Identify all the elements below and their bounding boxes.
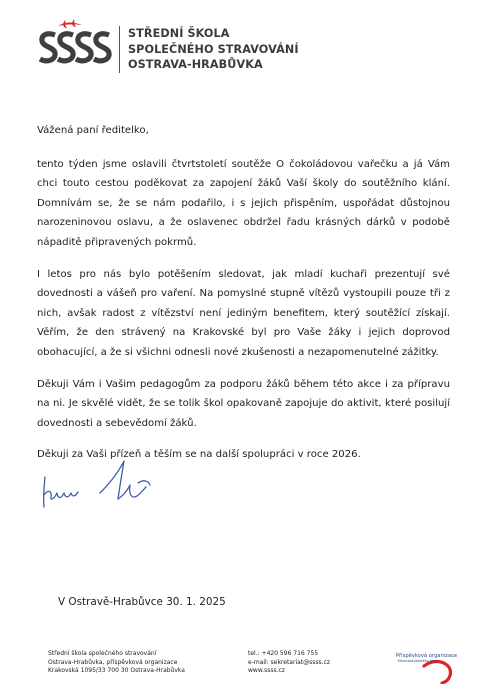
letter-paragraph: I letos pro nás bylo potěšením sledovat, jak mladí kuchaři prezentují své dovednosti a vášeň pro vaření. Na pomyslné stupně vítězů vystoupili pouze tři z nich, avšak radost z vítězství není jediným benefitem, který soutěžící získají. Věřím, že den strávený na Krakovské byl pro Vaše žáky i jejich doprovod obohacující, a že si všichni odnesli nové zkušenosti a nezapomenutelné zážitky. xyxy=(37,268,450,358)
letter-greeting: Vážená paní ředitelko, xyxy=(37,125,149,136)
letter-paragraph: Děkuji Vám i Vašim pedagogům za podporu žáků během této akce i za přípravu na ni. Je skvělé vidět, že se tolik škol opakovaně zapojuje do aktivit, které posilují dovednosti a sebevědomí žáků. xyxy=(37,378,450,429)
region-organization-badge xyxy=(396,648,456,684)
footer-address-line: Střední škola společného stravování xyxy=(48,650,157,657)
school-logo xyxy=(38,18,118,70)
letter-paragraph: Děkuji za Vaši přízeň a těším se na další spolupráci v roce 2026. xyxy=(37,449,361,461)
school-name-line: STŘEDNÍ ŠKOLA xyxy=(128,27,230,40)
letter-body xyxy=(37,121,450,477)
footer-address-line: Ostrava-Hrabůvka, příspěvková organizace xyxy=(48,658,178,666)
footer-address-line: Krakovská 1095/33 700 30 Ostrava-Hrabůvka xyxy=(48,667,185,675)
school-name-line: SPOLEČNÉHO STRAVOVÁNÍ xyxy=(128,42,299,56)
footer-email: e-mail: sekretariat@ssss.cz xyxy=(248,658,331,666)
footer-phone: tel.: +420 596 716 755 xyxy=(248,650,319,657)
footer-contact xyxy=(248,650,330,676)
school-name-block xyxy=(119,26,299,73)
footer-address xyxy=(48,650,185,676)
school-name-line: OSTRAVA-HRABŮVKA xyxy=(128,58,263,71)
letter-paragraph: tento týden jsme oslavili čtvrtstoletí soutěže O čokoládovou vařečku a já Vám chci touto cestou poděkovat za zapojení žáků Vaší školy do soutěžního klání. Domnívám se, že se nám podařilo, i s jejich přispěním, uspořádat důstojnou narozeninovou oslavu, a že oslavenec obdržel řadu krásných dárků v podobě nápaditě připravených pokrmů. xyxy=(37,158,450,248)
badge-title: Příspěvková organizace xyxy=(396,653,458,659)
handwritten-signature xyxy=(38,455,168,515)
footer-website: www.ssss.cz xyxy=(248,667,285,675)
badge-subtitle: Moravskoslezského kraje xyxy=(398,659,438,663)
place-and-date: V Ostravě-Hrabůvce 30. 1. 2025 xyxy=(58,596,226,608)
